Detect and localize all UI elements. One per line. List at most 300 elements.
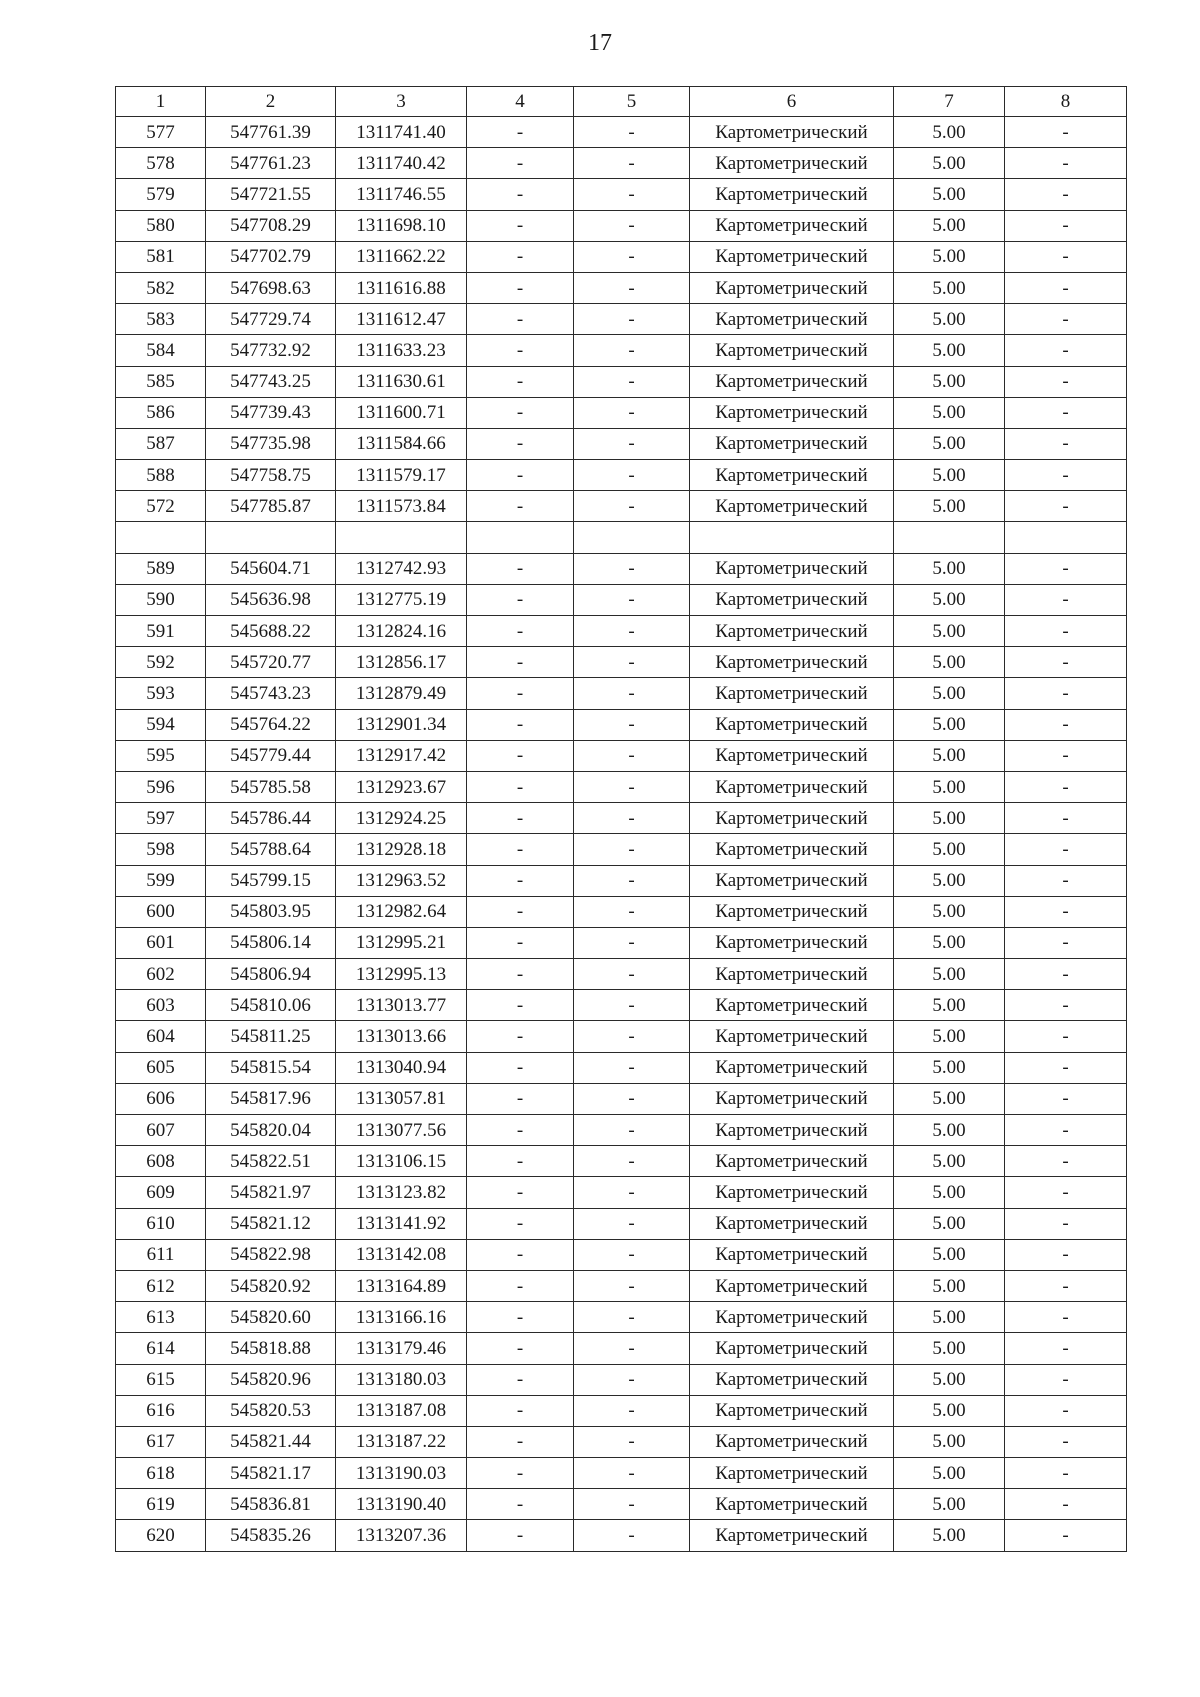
table-row bbox=[116, 1364, 1127, 1395]
table-row bbox=[116, 1239, 1127, 1270]
accuracy-cell: 5.00 bbox=[894, 834, 1005, 865]
y-coordinate-cell: 1313180.03 bbox=[336, 1364, 467, 1395]
col-4-cell: - bbox=[467, 366, 574, 397]
col-5-cell: - bbox=[574, 553, 690, 584]
x-coordinate-cell: 545820.53 bbox=[206, 1395, 336, 1426]
col-5-cell: - bbox=[574, 304, 690, 335]
method-cell: Картометрический bbox=[690, 647, 894, 678]
point-number-cell: 580 bbox=[116, 210, 206, 241]
accuracy-cell: 5.00 bbox=[894, 1146, 1005, 1177]
accuracy-cell: 5.00 bbox=[894, 1520, 1005, 1551]
y-coordinate-cell: 1312775.19 bbox=[336, 584, 467, 615]
col-5-cell: - bbox=[574, 1333, 690, 1364]
table-row bbox=[116, 584, 1127, 615]
method-cell: Картометрический bbox=[690, 397, 894, 428]
page-number: 17 bbox=[588, 30, 612, 56]
y-coordinate-cell: 1312824.16 bbox=[336, 616, 467, 647]
x-coordinate-cell: 547732.92 bbox=[206, 335, 336, 366]
method-cell bbox=[690, 522, 894, 553]
coordinates-table bbox=[115, 86, 1127, 1552]
col-8-cell: - bbox=[1005, 1426, 1127, 1457]
point-number-cell: 591 bbox=[116, 616, 206, 647]
col-4-cell: - bbox=[467, 1083, 574, 1114]
table-row bbox=[116, 1520, 1127, 1551]
col-4-cell: - bbox=[467, 616, 574, 647]
table-row bbox=[116, 304, 1127, 335]
point-number-cell: 587 bbox=[116, 428, 206, 459]
col-5-cell: - bbox=[574, 335, 690, 366]
col-5-cell: - bbox=[574, 1302, 690, 1333]
method-cell: Картометрический bbox=[690, 148, 894, 179]
table-row bbox=[116, 834, 1127, 865]
col-5-cell: - bbox=[574, 210, 690, 241]
col-4-cell: - bbox=[467, 647, 574, 678]
point-number-cell: 584 bbox=[116, 335, 206, 366]
accuracy-cell: 5.00 bbox=[894, 896, 1005, 927]
table-row bbox=[116, 1426, 1127, 1457]
accuracy-cell: 5.00 bbox=[894, 148, 1005, 179]
y-coordinate-cell: 1313187.22 bbox=[336, 1426, 467, 1457]
y-coordinate-cell: 1311612.47 bbox=[336, 304, 467, 335]
point-number-cell: 614 bbox=[116, 1333, 206, 1364]
x-coordinate-cell: 547739.43 bbox=[206, 397, 336, 428]
y-coordinate-cell: 1312963.52 bbox=[336, 865, 467, 896]
method-cell: Картометрический bbox=[690, 272, 894, 303]
method-cell: Картометрический bbox=[690, 865, 894, 896]
y-coordinate-cell: 1313207.36 bbox=[336, 1520, 467, 1551]
col-5-cell: - bbox=[574, 616, 690, 647]
col-5-cell: - bbox=[574, 678, 690, 709]
point-number-cell: 601 bbox=[116, 927, 206, 958]
col-8-cell: - bbox=[1005, 865, 1127, 896]
point-number-cell: 585 bbox=[116, 366, 206, 397]
col-8-cell: - bbox=[1005, 678, 1127, 709]
col-8-cell: - bbox=[1005, 927, 1127, 958]
y-coordinate-cell: 1311633.23 bbox=[336, 335, 467, 366]
col-5-cell: - bbox=[574, 584, 690, 615]
point-number-cell: 607 bbox=[116, 1115, 206, 1146]
table-row bbox=[116, 678, 1127, 709]
col-4-cell: - bbox=[467, 335, 574, 366]
y-coordinate-cell: 1313040.94 bbox=[336, 1052, 467, 1083]
col-4-cell: - bbox=[467, 1021, 574, 1052]
accuracy-cell: 5.00 bbox=[894, 959, 1005, 990]
x-coordinate-cell: 547729.74 bbox=[206, 304, 336, 335]
accuracy-cell: 5.00 bbox=[894, 553, 1005, 584]
table-row bbox=[116, 210, 1127, 241]
point-number-cell: 606 bbox=[116, 1083, 206, 1114]
table-row bbox=[116, 927, 1127, 958]
col-4-cell: - bbox=[467, 272, 574, 303]
point-number-cell: 572 bbox=[116, 491, 206, 522]
point-number-cell: 590 bbox=[116, 584, 206, 615]
col-4-cell: - bbox=[467, 740, 574, 771]
table-row bbox=[116, 1021, 1127, 1052]
column-header-8: 8 bbox=[1005, 87, 1127, 117]
y-coordinate-cell: 1312924.25 bbox=[336, 803, 467, 834]
x-coordinate-cell: 545786.44 bbox=[206, 803, 336, 834]
x-coordinate-cell: 547708.29 bbox=[206, 210, 336, 241]
point-number-cell: 605 bbox=[116, 1052, 206, 1083]
x-coordinate-cell: 547758.75 bbox=[206, 460, 336, 491]
accuracy-cell: 5.00 bbox=[894, 117, 1005, 148]
col-8-cell: - bbox=[1005, 740, 1127, 771]
point-number-cell: 593 bbox=[116, 678, 206, 709]
point-number-cell: 602 bbox=[116, 959, 206, 990]
table-row bbox=[116, 148, 1127, 179]
col-5-cell: - bbox=[574, 1208, 690, 1239]
accuracy-cell: 5.00 bbox=[894, 803, 1005, 834]
col-5-cell: - bbox=[574, 1364, 690, 1395]
col-5-cell: - bbox=[574, 366, 690, 397]
col-5-cell: - bbox=[574, 709, 690, 740]
accuracy-cell: 5.00 bbox=[894, 678, 1005, 709]
method-cell: Картометрический bbox=[690, 210, 894, 241]
table-row bbox=[116, 179, 1127, 210]
col-5-cell: - bbox=[574, 179, 690, 210]
col-8-cell: - bbox=[1005, 584, 1127, 615]
point-number-cell: 592 bbox=[116, 647, 206, 678]
col-5-cell: - bbox=[574, 1083, 690, 1114]
accuracy-cell: 5.00 bbox=[894, 1302, 1005, 1333]
point-number-cell: 578 bbox=[116, 148, 206, 179]
y-coordinate-cell: 1312928.18 bbox=[336, 834, 467, 865]
table-row bbox=[116, 117, 1127, 148]
col-4-cell: - bbox=[467, 584, 574, 615]
x-coordinate-cell: 545835.26 bbox=[206, 1520, 336, 1551]
y-coordinate-cell: 1313123.82 bbox=[336, 1177, 467, 1208]
col-8-cell: - bbox=[1005, 179, 1127, 210]
col-5-cell: - bbox=[574, 803, 690, 834]
col-5-cell: - bbox=[574, 990, 690, 1021]
col-4-cell: - bbox=[467, 1302, 574, 1333]
table-row bbox=[116, 1052, 1127, 1083]
accuracy-cell: 5.00 bbox=[894, 865, 1005, 896]
x-coordinate-cell: 545820.92 bbox=[206, 1270, 336, 1301]
x-coordinate-cell: 545820.96 bbox=[206, 1364, 336, 1395]
col-8-cell: - bbox=[1005, 1333, 1127, 1364]
accuracy-cell: 5.00 bbox=[894, 1426, 1005, 1457]
method-cell: Картометрический bbox=[690, 927, 894, 958]
col-4-cell: - bbox=[467, 179, 574, 210]
y-coordinate-cell: 1312856.17 bbox=[336, 647, 467, 678]
method-cell: Картометрический bbox=[690, 896, 894, 927]
col-4-cell: - bbox=[467, 1489, 574, 1520]
y-coordinate-cell: 1313179.46 bbox=[336, 1333, 467, 1364]
method-cell: Картометрический bbox=[690, 1052, 894, 1083]
col-5-cell: - bbox=[574, 272, 690, 303]
col-5-cell: - bbox=[574, 397, 690, 428]
y-coordinate-cell: 1311630.61 bbox=[336, 366, 467, 397]
table-header-row bbox=[116, 87, 1127, 117]
x-coordinate-cell: 547743.25 bbox=[206, 366, 336, 397]
accuracy-cell: 5.00 bbox=[894, 1021, 1005, 1052]
point-number-cell: 610 bbox=[116, 1208, 206, 1239]
col-4-cell: - bbox=[467, 803, 574, 834]
col-5-cell: - bbox=[574, 428, 690, 459]
col-8-cell: - bbox=[1005, 148, 1127, 179]
x-coordinate-cell: 545821.12 bbox=[206, 1208, 336, 1239]
col-4-cell: - bbox=[467, 148, 574, 179]
accuracy-cell: 5.00 bbox=[894, 241, 1005, 272]
accuracy-cell: 5.00 bbox=[894, 179, 1005, 210]
x-coordinate-cell: 545821.44 bbox=[206, 1426, 336, 1457]
y-coordinate-cell: 1312923.67 bbox=[336, 771, 467, 802]
x-coordinate-cell: 545636.98 bbox=[206, 584, 336, 615]
accuracy-cell: 5.00 bbox=[894, 335, 1005, 366]
col-8-cell: - bbox=[1005, 1146, 1127, 1177]
col-5-cell: - bbox=[574, 1239, 690, 1270]
col-5-cell: - bbox=[574, 1270, 690, 1301]
table-row bbox=[116, 1458, 1127, 1489]
table-row bbox=[116, 1489, 1127, 1520]
y-coordinate-cell: 1311573.84 bbox=[336, 491, 467, 522]
x-coordinate-cell: 545785.58 bbox=[206, 771, 336, 802]
y-coordinate-cell: 1313190.40 bbox=[336, 1489, 467, 1520]
col-8-cell: - bbox=[1005, 1208, 1127, 1239]
col-4-cell: - bbox=[467, 1208, 574, 1239]
col-4-cell: - bbox=[467, 1520, 574, 1551]
col-5-cell: - bbox=[574, 1395, 690, 1426]
col-5-cell: - bbox=[574, 148, 690, 179]
table-row bbox=[116, 740, 1127, 771]
method-cell: Картометрический bbox=[690, 491, 894, 522]
x-coordinate-cell: 545820.60 bbox=[206, 1302, 336, 1333]
table-row bbox=[116, 1395, 1127, 1426]
point-number-cell: 589 bbox=[116, 553, 206, 584]
method-cell: Картометрический bbox=[690, 304, 894, 335]
method-cell: Картометрический bbox=[690, 1489, 894, 1520]
col-5-cell: - bbox=[574, 834, 690, 865]
table-row bbox=[116, 241, 1127, 272]
method-cell: Картометрический bbox=[690, 1239, 894, 1270]
col-8-cell: - bbox=[1005, 647, 1127, 678]
method-cell: Картометрический bbox=[690, 366, 894, 397]
x-coordinate-cell: 545788.64 bbox=[206, 834, 336, 865]
method-cell: Картометрический bbox=[690, 335, 894, 366]
table-row bbox=[116, 1083, 1127, 1114]
x-coordinate-cell: 545764.22 bbox=[206, 709, 336, 740]
column-header-5: 5 bbox=[574, 87, 690, 117]
point-number-cell: 619 bbox=[116, 1489, 206, 1520]
y-coordinate-cell: 1313057.81 bbox=[336, 1083, 467, 1114]
col-8-cell: - bbox=[1005, 959, 1127, 990]
col-4-cell: - bbox=[467, 460, 574, 491]
x-coordinate-cell: 545779.44 bbox=[206, 740, 336, 771]
point-number-cell: 604 bbox=[116, 1021, 206, 1052]
col-8-cell: - bbox=[1005, 1083, 1127, 1114]
col-4-cell: - bbox=[467, 1270, 574, 1301]
point-number-cell: 581 bbox=[116, 241, 206, 272]
column-header-1: 1 bbox=[116, 87, 206, 117]
table-row bbox=[116, 896, 1127, 927]
table-row bbox=[116, 1302, 1127, 1333]
accuracy-cell: 5.00 bbox=[894, 647, 1005, 678]
col-4-cell: - bbox=[467, 304, 574, 335]
col-8-cell: - bbox=[1005, 117, 1127, 148]
method-cell: Картометрический bbox=[690, 1146, 894, 1177]
accuracy-cell: 5.00 bbox=[894, 740, 1005, 771]
point-number-cell: 597 bbox=[116, 803, 206, 834]
col-5-cell: - bbox=[574, 1146, 690, 1177]
method-cell: Картометрический bbox=[690, 616, 894, 647]
col-8-cell: - bbox=[1005, 1177, 1127, 1208]
y-coordinate-cell: 1312742.93 bbox=[336, 553, 467, 584]
col-8-cell: - bbox=[1005, 1115, 1127, 1146]
accuracy-cell: 5.00 bbox=[894, 616, 1005, 647]
accuracy-cell: 5.00 bbox=[894, 1208, 1005, 1239]
accuracy-cell: 5.00 bbox=[894, 584, 1005, 615]
method-cell: Картометрический bbox=[690, 678, 894, 709]
col-8-cell: - bbox=[1005, 366, 1127, 397]
table-row bbox=[116, 865, 1127, 896]
x-coordinate-cell: 547702.79 bbox=[206, 241, 336, 272]
method-cell: Картометрический bbox=[690, 740, 894, 771]
table-row bbox=[116, 491, 1127, 522]
method-cell: Картометрический bbox=[690, 1177, 894, 1208]
col-4-cell: - bbox=[467, 1364, 574, 1395]
point-number-cell: 617 bbox=[116, 1426, 206, 1457]
col-4-cell: - bbox=[467, 117, 574, 148]
table-row bbox=[116, 647, 1127, 678]
point-number-cell: 588 bbox=[116, 460, 206, 491]
accuracy-cell: 5.00 bbox=[894, 990, 1005, 1021]
x-coordinate-cell: 545806.94 bbox=[206, 959, 336, 990]
accuracy-cell: 5.00 bbox=[894, 1239, 1005, 1270]
method-cell: Картометрический bbox=[690, 1395, 894, 1426]
accuracy-cell: 5.00 bbox=[894, 210, 1005, 241]
col-8-cell: - bbox=[1005, 834, 1127, 865]
x-coordinate-cell: 545810.06 bbox=[206, 990, 336, 1021]
accuracy-cell: 5.00 bbox=[894, 1177, 1005, 1208]
col-5-cell: - bbox=[574, 460, 690, 491]
col-4-cell: - bbox=[467, 1146, 574, 1177]
col-4-cell: - bbox=[467, 1115, 574, 1146]
col-8-cell: - bbox=[1005, 616, 1127, 647]
col-5-cell: - bbox=[574, 740, 690, 771]
col-8-cell: - bbox=[1005, 1052, 1127, 1083]
x-coordinate-cell: 545811.25 bbox=[206, 1021, 336, 1052]
col-8-cell: - bbox=[1005, 1239, 1127, 1270]
table-row bbox=[116, 1333, 1127, 1364]
col-5-cell: - bbox=[574, 1489, 690, 1520]
x-coordinate-cell: 547761.39 bbox=[206, 117, 336, 148]
x-coordinate-cell: 545604.71 bbox=[206, 553, 336, 584]
col-4-cell: - bbox=[467, 678, 574, 709]
point-number-cell: 599 bbox=[116, 865, 206, 896]
col-5-cell: - bbox=[574, 1052, 690, 1083]
method-cell: Картометрический bbox=[690, 460, 894, 491]
point-number-cell: 608 bbox=[116, 1146, 206, 1177]
col-8-cell: - bbox=[1005, 1364, 1127, 1395]
y-coordinate-cell bbox=[336, 522, 467, 553]
table-row bbox=[116, 616, 1127, 647]
x-coordinate-cell: 545803.95 bbox=[206, 896, 336, 927]
col-8-cell: - bbox=[1005, 553, 1127, 584]
point-number-cell: 612 bbox=[116, 1270, 206, 1301]
col-4-cell: - bbox=[467, 1458, 574, 1489]
col-5-cell: - bbox=[574, 1177, 690, 1208]
column-header-3: 3 bbox=[336, 87, 467, 117]
point-number-cell: 620 bbox=[116, 1520, 206, 1551]
point-number-cell: 586 bbox=[116, 397, 206, 428]
table-row bbox=[116, 771, 1127, 802]
method-cell: Картометрический bbox=[690, 1333, 894, 1364]
method-cell: Картометрический bbox=[690, 959, 894, 990]
table-row bbox=[116, 1208, 1127, 1239]
y-coordinate-cell: 1312982.64 bbox=[336, 896, 467, 927]
point-number-cell: 595 bbox=[116, 740, 206, 771]
method-cell: Картометрический bbox=[690, 1426, 894, 1457]
point-number-cell: 577 bbox=[116, 117, 206, 148]
col-5-cell: - bbox=[574, 1115, 690, 1146]
col-4-cell: - bbox=[467, 553, 574, 584]
y-coordinate-cell: 1311579.17 bbox=[336, 460, 467, 491]
col-4-cell: - bbox=[467, 959, 574, 990]
accuracy-cell: 5.00 bbox=[894, 1458, 1005, 1489]
method-cell: Картометрический bbox=[690, 1270, 894, 1301]
column-header-2: 2 bbox=[206, 87, 336, 117]
x-coordinate-cell: 545822.51 bbox=[206, 1146, 336, 1177]
x-coordinate-cell: 545821.97 bbox=[206, 1177, 336, 1208]
point-number-cell: 598 bbox=[116, 834, 206, 865]
table-row bbox=[116, 1270, 1127, 1301]
accuracy-cell bbox=[894, 522, 1005, 553]
y-coordinate-cell: 1312879.49 bbox=[336, 678, 467, 709]
col-8-cell: - bbox=[1005, 210, 1127, 241]
point-number-cell: 616 bbox=[116, 1395, 206, 1426]
method-cell: Картометрический bbox=[690, 1364, 894, 1395]
accuracy-cell: 5.00 bbox=[894, 1052, 1005, 1083]
table-row bbox=[116, 272, 1127, 303]
table-row bbox=[116, 1146, 1127, 1177]
col-8-cell: - bbox=[1005, 304, 1127, 335]
y-coordinate-cell: 1311741.40 bbox=[336, 117, 467, 148]
y-coordinate-cell: 1312995.13 bbox=[336, 959, 467, 990]
x-coordinate-cell: 545836.81 bbox=[206, 1489, 336, 1520]
point-number-cell: 582 bbox=[116, 272, 206, 303]
col-4-cell: - bbox=[467, 771, 574, 802]
col-5-cell: - bbox=[574, 1458, 690, 1489]
accuracy-cell: 5.00 bbox=[894, 397, 1005, 428]
col-4-cell: - bbox=[467, 865, 574, 896]
col-5-cell: - bbox=[574, 491, 690, 522]
point-number-cell: 609 bbox=[116, 1177, 206, 1208]
column-header-4: 4 bbox=[467, 87, 574, 117]
col-5-cell: - bbox=[574, 1021, 690, 1052]
col-8-cell: - bbox=[1005, 1302, 1127, 1333]
column-header-6: 6 bbox=[690, 87, 894, 117]
y-coordinate-cell: 1311584.66 bbox=[336, 428, 467, 459]
accuracy-cell: 5.00 bbox=[894, 1083, 1005, 1114]
x-coordinate-cell: 545799.15 bbox=[206, 865, 336, 896]
table-row bbox=[116, 803, 1127, 834]
method-cell: Картометрический bbox=[690, 834, 894, 865]
point-number-cell: 603 bbox=[116, 990, 206, 1021]
method-cell: Картометрический bbox=[690, 771, 894, 802]
col-8-cell: - bbox=[1005, 990, 1127, 1021]
x-coordinate-cell: 545720.77 bbox=[206, 647, 336, 678]
method-cell: Картометрический bbox=[690, 1520, 894, 1551]
method-cell: Картометрический bbox=[690, 1083, 894, 1114]
col-4-cell: - bbox=[467, 397, 574, 428]
table-row bbox=[116, 1177, 1127, 1208]
point-number-cell: 583 bbox=[116, 304, 206, 335]
col-4-cell: - bbox=[467, 1177, 574, 1208]
col-8-cell: - bbox=[1005, 491, 1127, 522]
table-row bbox=[116, 460, 1127, 491]
y-coordinate-cell: 1312995.21 bbox=[336, 927, 467, 958]
